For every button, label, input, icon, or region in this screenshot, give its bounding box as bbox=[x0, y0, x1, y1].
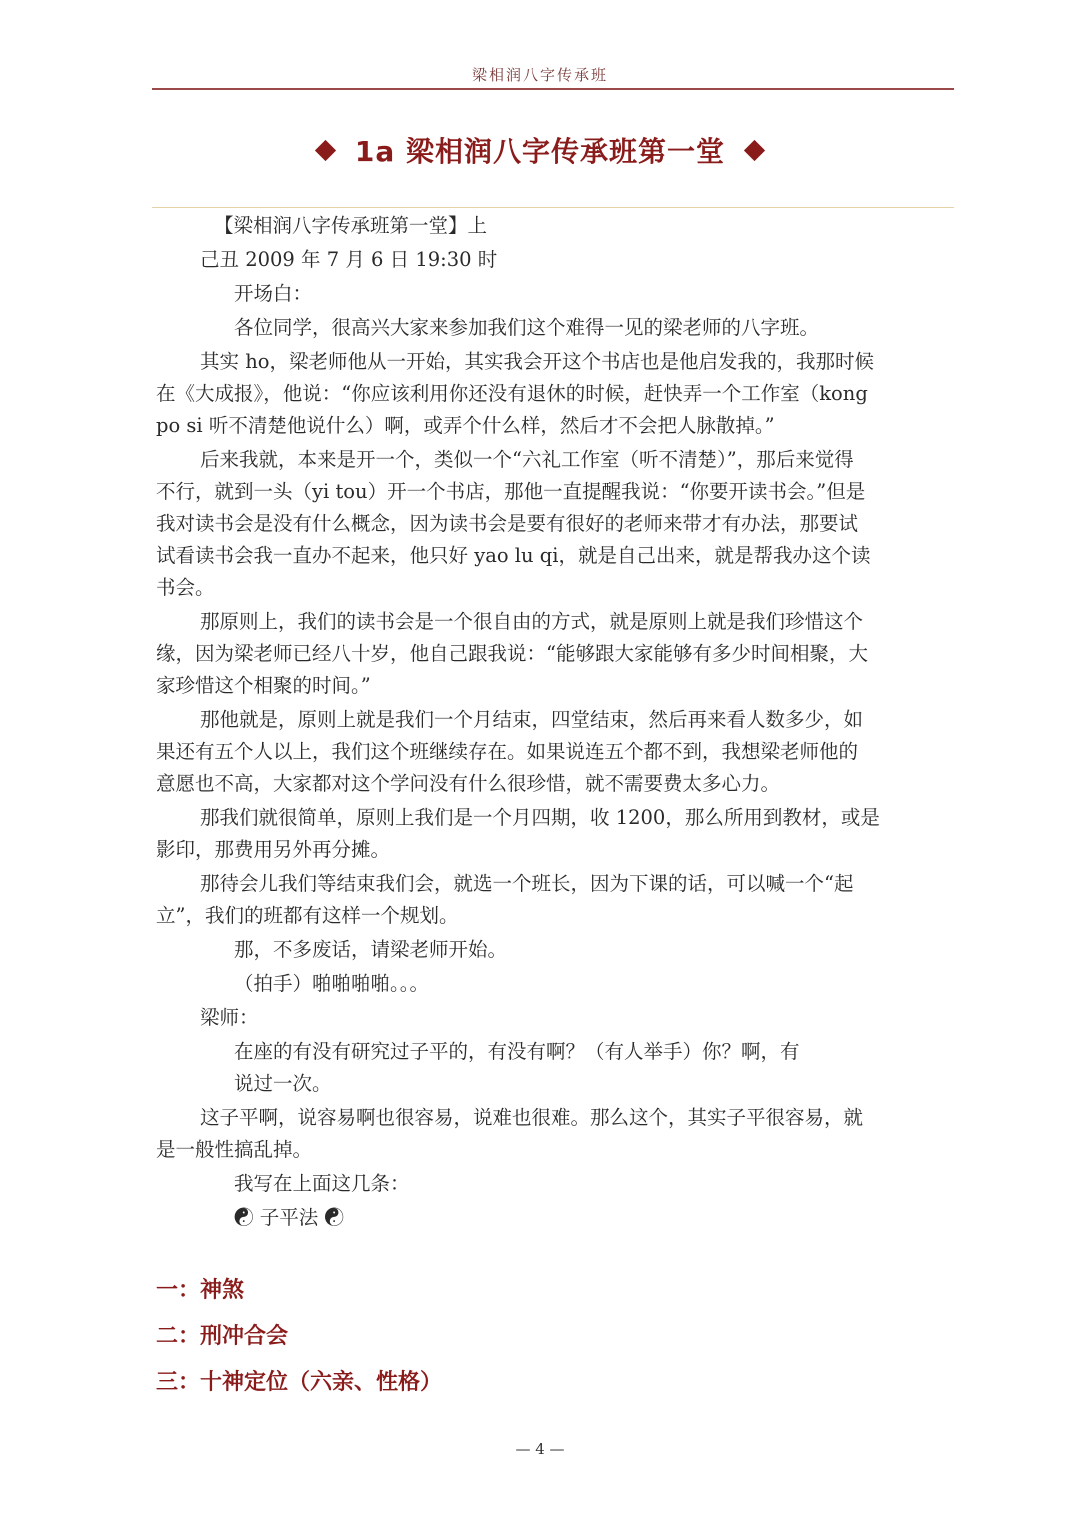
date-line: 己丑 2009 年 7 月 6 日 19:30 时 bbox=[200, 248, 498, 271]
text-line: 那待会儿我们等结束我们会，就选一个班长，因为下课的话，可以喊一个“起 bbox=[200, 872, 854, 895]
diamond-icon bbox=[315, 139, 336, 160]
text-line: 家珍惜这个相聚的时间。” bbox=[156, 674, 371, 697]
text-line: 影印，那费用另外再分摊。 bbox=[156, 838, 391, 861]
text-line: 立”，我们的班都有这样一个规划。 bbox=[156, 904, 459, 927]
page-title: 1a 梁相润八字传承班第一堂 bbox=[354, 135, 726, 168]
text-line: 那他就是，原则上就是我们一个月结束，四堂结束，然后再来看人数多少，如 bbox=[200, 708, 864, 731]
text-line: po si 听不清楚他说什么）啊，或弄个什么样，然后才不会把人脉散掉。” bbox=[156, 414, 775, 437]
text-line: 在《大成报》，他说：“你应该利用你还没有退休的时候，赶快弄一个工作室（kong bbox=[156, 382, 868, 405]
topic-item: 一：神煞 bbox=[156, 1278, 245, 1303]
text-line: 不行，就到一头（yi tou）开一个书店，那他一直提醒我说：“你要开读书会。”但是 bbox=[156, 480, 866, 503]
text-line: 说过一次。 bbox=[234, 1072, 332, 1095]
paragraph bbox=[156, 606, 952, 702]
text-line: 其实 ho，梁老师他从一开始，其实我会开这个书店也是他启发我的，我那时候 bbox=[200, 350, 874, 373]
topic-item: 三：十神定位（六亲、性格） bbox=[156, 1370, 443, 1395]
paragraph bbox=[156, 1102, 952, 1166]
paragraph bbox=[156, 444, 952, 604]
paragraph bbox=[156, 704, 952, 800]
text-line: 我对读书会是没有什么概念，因为读书会是要有很好的老师来带才有办法，那要试 bbox=[156, 512, 859, 535]
text-line: 在座的有没有研究过子平的，有没有啊？（有人举手）你？啊，有 bbox=[234, 1040, 800, 1063]
text-line: 意愿也不高，大家都对这个学问没有什么很珍惜，就不需要费太多心力。 bbox=[156, 772, 781, 795]
topic-list bbox=[156, 1268, 442, 1406]
applause-line: （拍手）啪啪啪啪。。。 bbox=[234, 972, 430, 995]
greeting: 各位同学，很高兴大家来参加我们这个难得一见的梁老师的八字班。 bbox=[234, 316, 820, 339]
text-line: 缘，因为梁老师已经八十岁，他自己跟我说：“能够跟大家能够有多少时间相聚，大 bbox=[156, 642, 868, 665]
body-text bbox=[156, 210, 952, 1234]
topic-item: 二：刑冲合会 bbox=[156, 1324, 289, 1349]
method-line: ☯ 子平法 ☯ bbox=[234, 1206, 344, 1229]
start-line: 那，不多废话，请梁老师开始。 bbox=[234, 938, 508, 961]
paragraph bbox=[156, 802, 952, 866]
text-line: 那我们就很简单，原则上我们是一个月四期，收 1200，那么所用到教材，或是 bbox=[200, 806, 880, 829]
text-line: 这子平啊，说容易啊也很容易，说难也很难。那么这个，其实子平很容易，就 bbox=[200, 1106, 864, 1129]
text-line: 后来我就，本来是开一个，类似一个“六礼工作室（听不清楚）”，那后来觉得 bbox=[200, 448, 854, 471]
title-rule bbox=[152, 207, 954, 208]
title-row bbox=[0, 126, 1080, 174]
text-line: 那原则上，我们的读书会是一个很自由的方式，就是原则上就是我们珍惜这个 bbox=[200, 610, 864, 633]
paragraph bbox=[156, 868, 952, 932]
opening-label: 开场白： bbox=[234, 282, 313, 305]
lesson-heading: 【梁相润八字传承班第一堂】上 bbox=[214, 214, 488, 237]
running-header: 梁相润八字传承班 bbox=[471, 66, 608, 84]
text-line: 试看读书会我一直办不起来，他只好 yao lu qi，就是自己出来，就是帮我办这个读 bbox=[156, 544, 871, 567]
page-number: — 4 — bbox=[515, 1440, 565, 1458]
teacher-label: 梁师： bbox=[200, 1006, 259, 1029]
list-intro: 我写在上面这几条： bbox=[234, 1172, 410, 1195]
header-rule bbox=[152, 88, 954, 90]
text-line: 果还有五个人以上，我们这个班继续存在。如果说连五个都不到，我想梁老师他的 bbox=[156, 740, 859, 763]
diamond-icon bbox=[744, 139, 765, 160]
text-line: 是一般性搞乱掉。 bbox=[156, 1138, 313, 1161]
text-line: 书会。 bbox=[156, 576, 215, 599]
paragraph bbox=[156, 346, 952, 442]
question-paragraph bbox=[156, 1036, 952, 1100]
